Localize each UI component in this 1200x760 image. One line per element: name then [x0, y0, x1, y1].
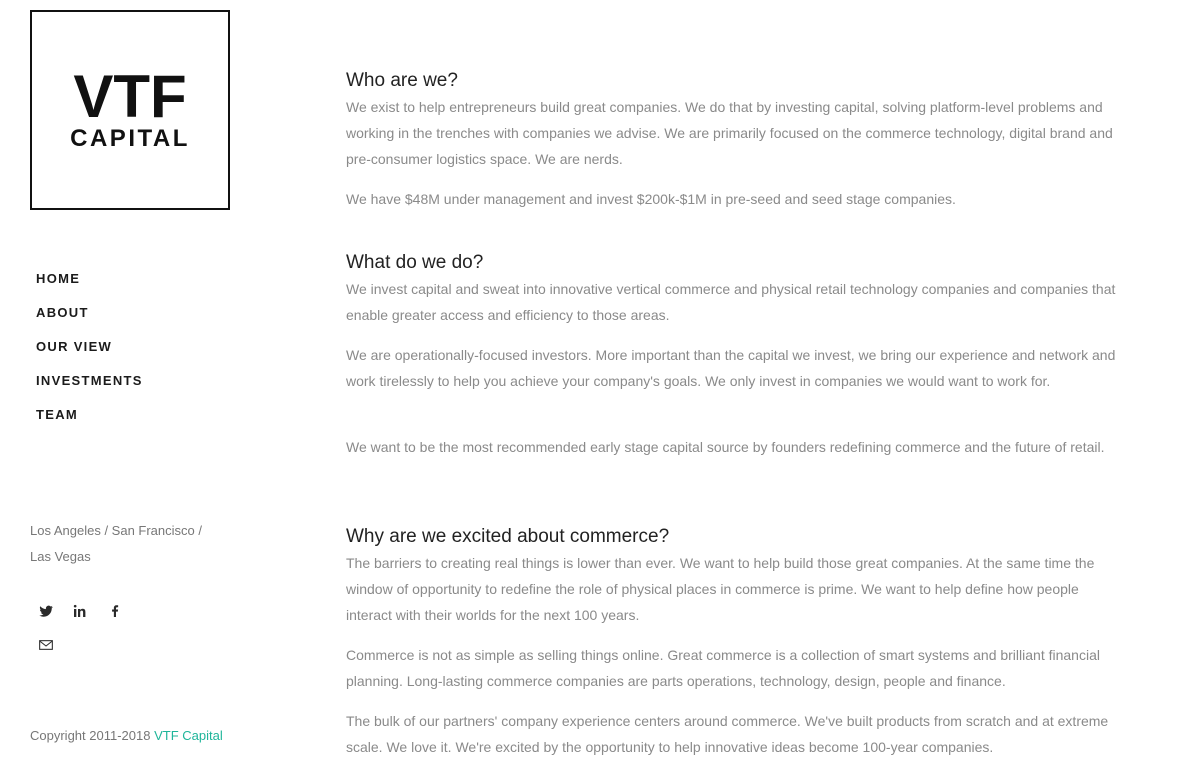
paragraph-why-1: The barriers to creating real things is lower than ever. We want to help build those great companies. At the same time the window of opportunity to redefine the role of physical places in commerce is prime. We want to help define how people interact with their worlds for the next 100 years.: [346, 555, 1095, 623]
copyright-text: Copyright 2011-2018: [30, 728, 155, 743]
logo-sub-text: CAPITAL: [70, 125, 190, 152]
nav-item-team[interactable]: TEAM: [36, 407, 79, 422]
locations-line-1: Los Angeles / San Francisco /: [30, 523, 202, 538]
linkedin-icon[interactable]: [72, 603, 90, 621]
copyright: [30, 726, 223, 746]
nav-item-our-view[interactable]: OUR VIEW: [36, 339, 113, 354]
paragraph-why-3: The bulk of our partners' company experience centers around commerce. We've built products from scratch and at extreme scale. We love it. We're excited by the opportunity to help innovative ideas become 100-year companies.: [346, 713, 1109, 755]
facebook-icon[interactable]: [107, 603, 125, 621]
vtf-capital-logo[interactable]: [30, 10, 230, 210]
paragraph-why-2: Commerce is not as simple as selling things online. Great commerce is a collection of smart systems and brilliant financial planning. Long-lasting commerce companies are parts operations, technology, design, people and finance.: [346, 647, 1100, 689]
logo-main-text: VTF: [73, 63, 187, 130]
paragraph-who-2: We have $48M under management and invest $200k-$1M in pre-seed and seed stage companies.: [346, 191, 956, 207]
locations-line-2: Las Vegas: [30, 549, 91, 564]
mail-icon[interactable]: [38, 637, 56, 655]
paragraph-who-1: We exist to help entrepreneurs build great companies. We do that by investing capital, solving platform-level problems and working in the trenches with companies we advise. We are primarily focused on the commerce technology, digital brand and pre-consumer logistics space. We are nerds.: [346, 99, 1113, 167]
main-nav: [36, 270, 143, 440]
nav-item-about[interactable]: ABOUT: [36, 305, 89, 320]
office-locations: [30, 518, 230, 570]
nav-item-investments[interactable]: INVESTMENTS: [36, 373, 143, 388]
section-title-why: Why are we excited about commerce?: [346, 526, 670, 547]
paragraph-what-1: We invest capital and sweat into innovative vertical commerce and physical retail technology companies and companies that enable greater access and efficiency to those areas.: [346, 281, 1116, 323]
twitter-icon[interactable]: [38, 603, 56, 621]
section-title-who: Who are we?: [346, 70, 458, 91]
nav-item-home[interactable]: HOME: [36, 271, 81, 286]
social-links: [38, 603, 138, 671]
sidebar: [0, 0, 300, 750]
paragraph-what-3: We want to be the most recommended early stage capital source by founders redefining commerce and the future of retail.: [346, 439, 1105, 455]
copyright-link[interactable]: VTF Capital: [154, 728, 223, 743]
section-title-what: What do we do?: [346, 252, 484, 273]
paragraph-what-2: We are operationally-focused investors. More important than the capital we invest, we bring our experience and network and work tirelessly to help you achieve your company's goals. We only invest in companies we would want to work for.: [346, 347, 1116, 389]
